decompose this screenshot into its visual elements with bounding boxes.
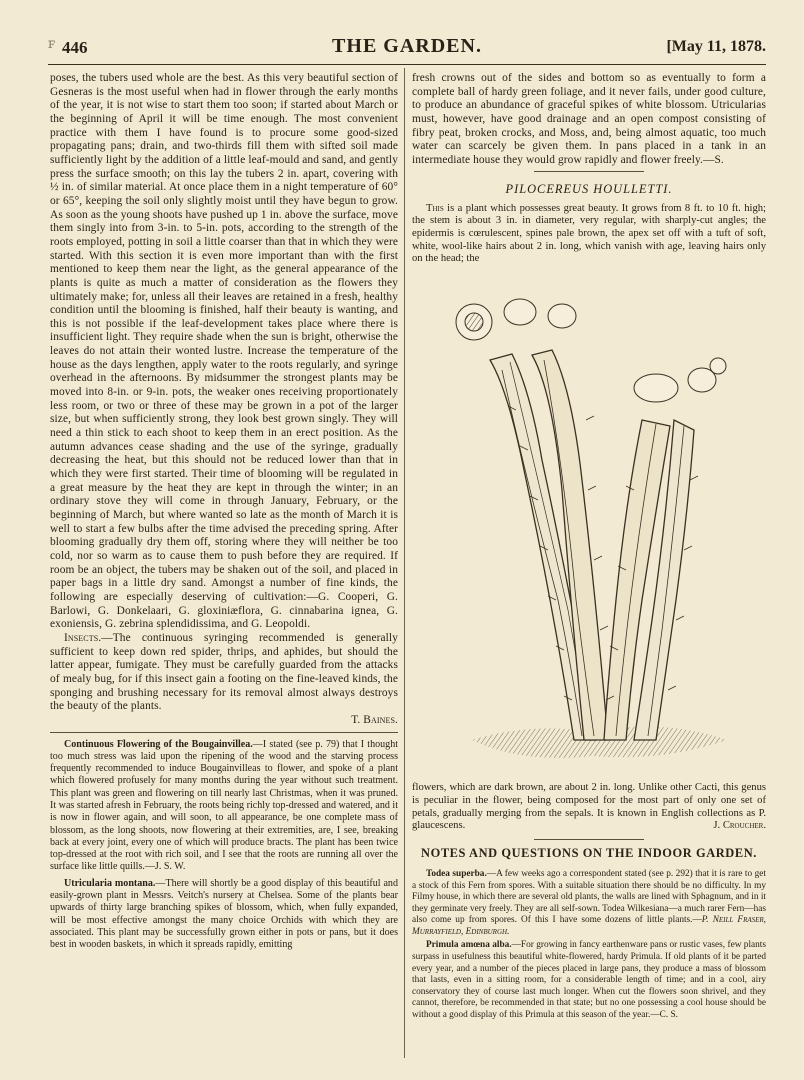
insects-body: —The continuous syringing recommended is generally sufficient to keep down red spider, thrips, and aphides, but should the latter appear, fumigate. They must be carefully guarded from the attacks of mealy bug, for if this insect gain a footing on the fine-leaved kinds, the sponging and brushing necessary for its removal almost always destroys the beauty of the plants. [50,631,398,713]
right-column [412,72,766,1022]
left-column [50,72,398,952]
todea-heading: Todea superba. [426,868,487,879]
todea-paragraph [412,869,766,939]
utricularia-continued: fresh crowns out of the sides and bottom so as eventually to form a complete ball of hardy green foliage, and it never fails, under good culture, to produce an abundance of graceful spikes of white blossom. Utricularias must, however, have good drainage and an open compost consisting of fibry peat, broken crocks, and Moss, and, being almost aquatic, too much water can scarcely be given them. In pans placed in a tank in an intermediate house they would grow rapidly and flower freely.—S. [412,72,766,166]
utricularia-body: —There will shortly be a good display of this beautiful and easily-grown plant in Messrs. Veitch's nursery at Chelsea. Some of the plants bear upwards of thirty large branching spikes of blossom, which, when fully expanded, will be most effective amongst the many choice Orchids with which they are associated. This plant may be successfully grown either in pots or pans, but it does best in wooden baskets, in which it spreads rapidly, emitting [50,877,398,951]
pilocereus-body: is a plant which possesses great beauty. It grows from 8 ft. to 10 ft. high; the stem is about 3 in. in diameter, very regular, with sharply-cut angles; the epidermis is cœrulescent, spines pale brown, the apex set off with a tuft of soft, white, wool-like hairs about 2 in. long, which vanish with age, leaving hairs only on the head; the [412,202,766,265]
bougainvillea-paragraph [50,739,398,874]
gesneras-paragraph: poses, the tubers used whole are the best. As this very beautiful section of Gesneras is the most useful when had in flower through the early months of the year, it is not wise to start them too soon; if started about March or the beginning of April it will be time enough. The most convenient practice with them I have found is to procure some good-sized propagating pans; drain, and two-thirds fill them with sifted soil made sufficiently light by the addition of a little leaf-mould and sand, and gently press the surface smooth; on this lay the tubers 2 in. apart, covering with ½ in. of similar material. At once place them in a night temperature of 60° or 65°, keeping the soil only slightly moist until they have begun to grow. As soon as the young shoots have pushed up 1 in. above the surface, move them singly into from 3-in. to 5-in. pots, according to the strength of the roots employed, potting in soil a little coarser than that in which they were started. With this section it is even more important than with the first mentioned to keep them near the light, as the general appearance of the plants is quite as much a matter of consideration as the flowers they ultimately make; for, unless all their leaves are retained in a fresh, healthy condition until the blooming is finished, half their beauty is wanting, and this is not possible if the leaf-development takes place where there is insufficient light. They require shade when the sun is bright, otherwise the leaves do not attain their wonted lustre. Increase the temperature of the house as the days lengthen, apply water to the roots regularly, and syringe overhead in the afternoons. By midsummer the strongest plants may be moved into 8-in. or 9-in. pots, the weaker ones receiving proportionately less room, or two or three of these may be grown in a pot of the larger size, but when sufficiently strong, they look best grown singly. They will need a thin stick to each shoot to keep them in an erect position. As the autumn advances cease shading and the use of the syringe, gradually decreasing the heat, but this should not be reduced lower than that in which they were first started. Their time of blooming will be regulated in a great measure by the heat they are kept in through the winter; in an ordinary stove they will come in through January, February, or the beginning of March, but where wanted so late as the month of March it is well to start a few bulbs after the time advised the preceding spring. After blooming gradually dry them off, storing where they will neither be too cold, nor so warm as to cause them to push before they are required. If room be an object, the tubers may be shaken out of the soil, and placed in paper bags in a little dry sand. Amongst a number of fine kinds, the following are especially deserving of cultivation:—G. Cooperi, G. Barlowi, G. Donkelaari, G. gloxiniæflora, G. cinnabarina ignea, G. exoniensis, G. zebrina splendidissima, and G. Leopoldi. [50,72,398,631]
primula-paragraph [412,940,766,1021]
short-rule-2 [534,839,644,840]
primula-heading: Primula amœna alba. [426,940,512,951]
croucher-signature: J. Croucher. [713,820,766,832]
utricularia-paragraph [50,878,398,952]
journal-title: THE GARDEN. [332,35,482,57]
flower-heads [456,299,726,402]
insects-paragraph [50,632,398,714]
short-rule [534,171,644,172]
bougainvillea-body: —I stated (see p. 79) that I thought too much stress was laid upon the ripening of the wood and the starving process frequently recommended to induce Bougainvilleas to flower, and spoke of a plant which flowered profusely for many months during the year without such treatment. This plant was green and flowering on till nearly last Christmas, when it was pruned. It was started afresh in February, the roots being richly top-dressed and watered, and it is now in flower again, and will soon, to all appearance, be one complete mass of blossom, as the long shoots, now flowering at their extremities, are, I see, breaking back at every joint, every one of which will produce bracts. The plant has been twice top-dressed at the root with rich soil, and I see that the roots are running all over the surface like little quills.—J. S. W. [50,738,399,873]
bougainvillea-heading: Continuous Flowering of the Bougainvillea. [64,738,253,750]
pilocereus-first-word: This [426,202,444,214]
cactus-engraving [412,270,766,776]
page-number: 446 [62,38,88,57]
pilocereus-paragraph [412,203,766,267]
page-header [48,34,766,65]
primula-body: —For growing in fancy earthenware pans or rustic vases, few plants surpass in usefulness this beautiful white-flowered, hardy Primula. If old plants of it be parted every year, and a number of the pieces placed in large pans, they produce a mass of blossom that lasts, even in a sitting room, for a considerable length of time; and in a cool, airy conservatory they of course last much longer. When cut the flowers soon shrivel, and they cannot, therefore, be recommended in that state; but no one possessing a cool house should be without a good display of this Primula at this season of the year.—C. S. [412,940,767,1021]
todea-signature: P. Neill Fraser, Murrayfield, Edinburgh. [412,915,767,937]
corner-mark: ꜰ [48,37,56,52]
pilocereus-continued [412,782,766,833]
section-rule [50,732,398,733]
pilocereus-after: flowers, which are dark brown, are about 2 in. long. Unlike other Cacti, this genus is peculiar in the flower, being composed for the most part of only one set of petals, gradually merging from the sepals. It is known in English collections as P. glaucescens. [412,782,766,832]
column-divider [404,68,405,1058]
insects-signature: T. Baines. [351,713,398,726]
todea-body: —A few weeks ago a correspondent stated (see p. 292) that it is rare to get a stock of this Fern from spores. With a suitable situation there should be no difficulty. In my Filmy house, in which there are several old plants, the walls are lined with Sphagnum, and in it they germinate very freely. They are all self-sown. Todea Wilkesiana—a much rarer Fern—has also come up from spores. Of this I have some dozens of little plants.— [412,868,766,926]
notes-title: NOTES AND QUESTIONS ON THE INDOOR GARDEN. [421,845,757,860]
issue-date: [May 11, 1878. [666,38,766,55]
utricularia-heading: Utricularia montana. [64,877,156,889]
pilocereus-title: PILOCEREUS HOULLETTI. [505,181,673,196]
insects-heading: Insects. [64,631,102,644]
